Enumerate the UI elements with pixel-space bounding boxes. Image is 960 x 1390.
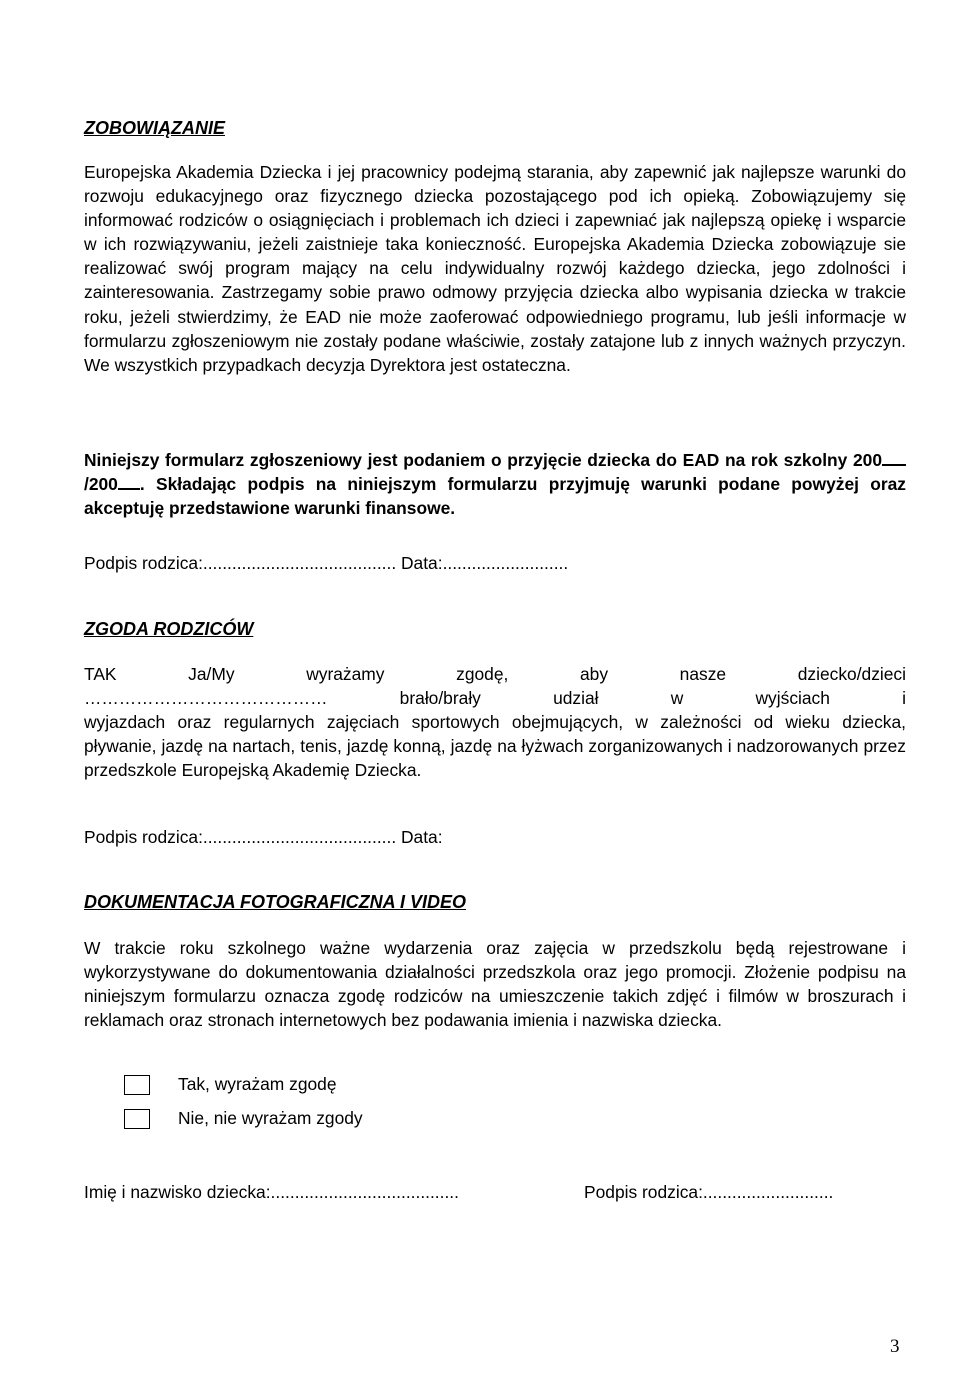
option-no-label: Nie, nie wyrażam zgody: [178, 1108, 363, 1128]
application-text-part3: . Składając podpis na niniejszym formularzu przyjmuję warunki podane powyżej oraz akceptuję przedstawione warunki finansowe.: [84, 474, 906, 519]
zgoda-line-2-text: brało/brały udział w wyjściach i: [327, 688, 906, 709]
signature-line-1[interactable]: Podpis rodzica:........................................ Data:..........................: [84, 553, 569, 573]
page-number: 3: [890, 1336, 900, 1357]
heading-dokumentacja: DOKUMENTACJA FOTOGRAFICZNA I VIDEO: [84, 892, 466, 912]
application-text-part2: /200: [84, 474, 118, 495]
heading-zobowiazanie: ZOBOWIĄZANIE: [84, 118, 225, 138]
zgoda-line-1: TAK Ja/My wyrażamy zgodę, aby nasze dziecko/dzieci: [84, 664, 906, 684]
checkbox-no[interactable]: [124, 1109, 150, 1129]
checkbox-yes[interactable]: [124, 1075, 150, 1095]
zgoda-line-2: [84, 686, 906, 710]
zgoda-rest: wyjazdach oraz regularnych zajęciach sportowych obejmujących, w zależności od wieku dziecka, pływanie, jazdę na nartach, tenis, jazdę konną, jazdę na łyżwach zorganizowanych i nadzorowanych przez przedszkole Europejską Akademię Dziecka.: [84, 712, 906, 781]
option-yes-row[interactable]: [124, 1072, 337, 1096]
paragraph-dokumentacja: W trakcie roku szkolnego ważne wydarzenia oraz zajęcia w przedszkolu będą rejestrowane i wykorzystywane do dokumentowania działalności przedszkola oraz jego promocji. Złożenie podpisu na niniejszym formularzu oznacza zgodę rodziców na umieszczenie takich zdjęć i filmów w broszurach i reklamach oraz stronach internetowych bez podawania imienia i nazwiska dziecka.: [84, 938, 906, 1031]
year-blank-2[interactable]: [118, 474, 140, 490]
option-no-row[interactable]: [124, 1106, 363, 1130]
year-blank-1[interactable]: [882, 450, 906, 466]
application-text-part1: Niniejszy formularz zgłoszeniowy jest podaniem o przyjęcie dziecka do EAD na rok szkolny 200: [84, 450, 882, 470]
child-name-dots[interactable]: ……………………………………: [84, 688, 328, 709]
paragraph-application-statement: [84, 448, 906, 520]
paragraph-zgoda: [84, 662, 906, 782]
paragraph-zobowiazanie: Europejska Akademia Dziecka i jej pracownicy podejmą starania, aby zapewnić jak najlepsze warunki do rozwoju edukacyjnego oraz fizycznego dziecka pozostającego pod ich opieką. Zobowiązujemy się informować rodziców o osiągnięciach i problemach ich dzieci i zapewniać jak najlepszą opiekę i wsparcie w ich rozwiązywaniu, jeżeli zaistnieje taka konieczność. Europejska Akademia Dziecka zobowiązuje sie realizować swój program mający na celu indywidualny rozwój każdego dziecka, jego zdolności i zainteresowania. Zastrzegamy sobie prawo odmowy przyjęcia dziecka albo wypisania dziecka w trakcie roku, jeżeli stwierdzimy, że EAD nie może zaoferować odpowiedniego programu, lub jeśli informacje w formularzu zgłoszeniowym nie zostały podane właściwie, zostały zatajone lub z innych ważnych przyczyn. We wszystkich przypadkach decyzja Dyrektora jest ostateczna.: [84, 162, 906, 375]
option-yes-label: Tak, wyrażam zgodę: [178, 1074, 337, 1094]
parent-signature-field[interactable]: Podpis rodzica:...........................: [584, 1182, 834, 1202]
child-name-field[interactable]: Imię i nazwisko dziecka:.......................................: [84, 1182, 459, 1202]
signature-line-2[interactable]: Podpis rodzica:........................................ Data:: [84, 827, 443, 847]
heading-zgoda-rodzicow: ZGODA RODZICÓW: [84, 619, 254, 639]
